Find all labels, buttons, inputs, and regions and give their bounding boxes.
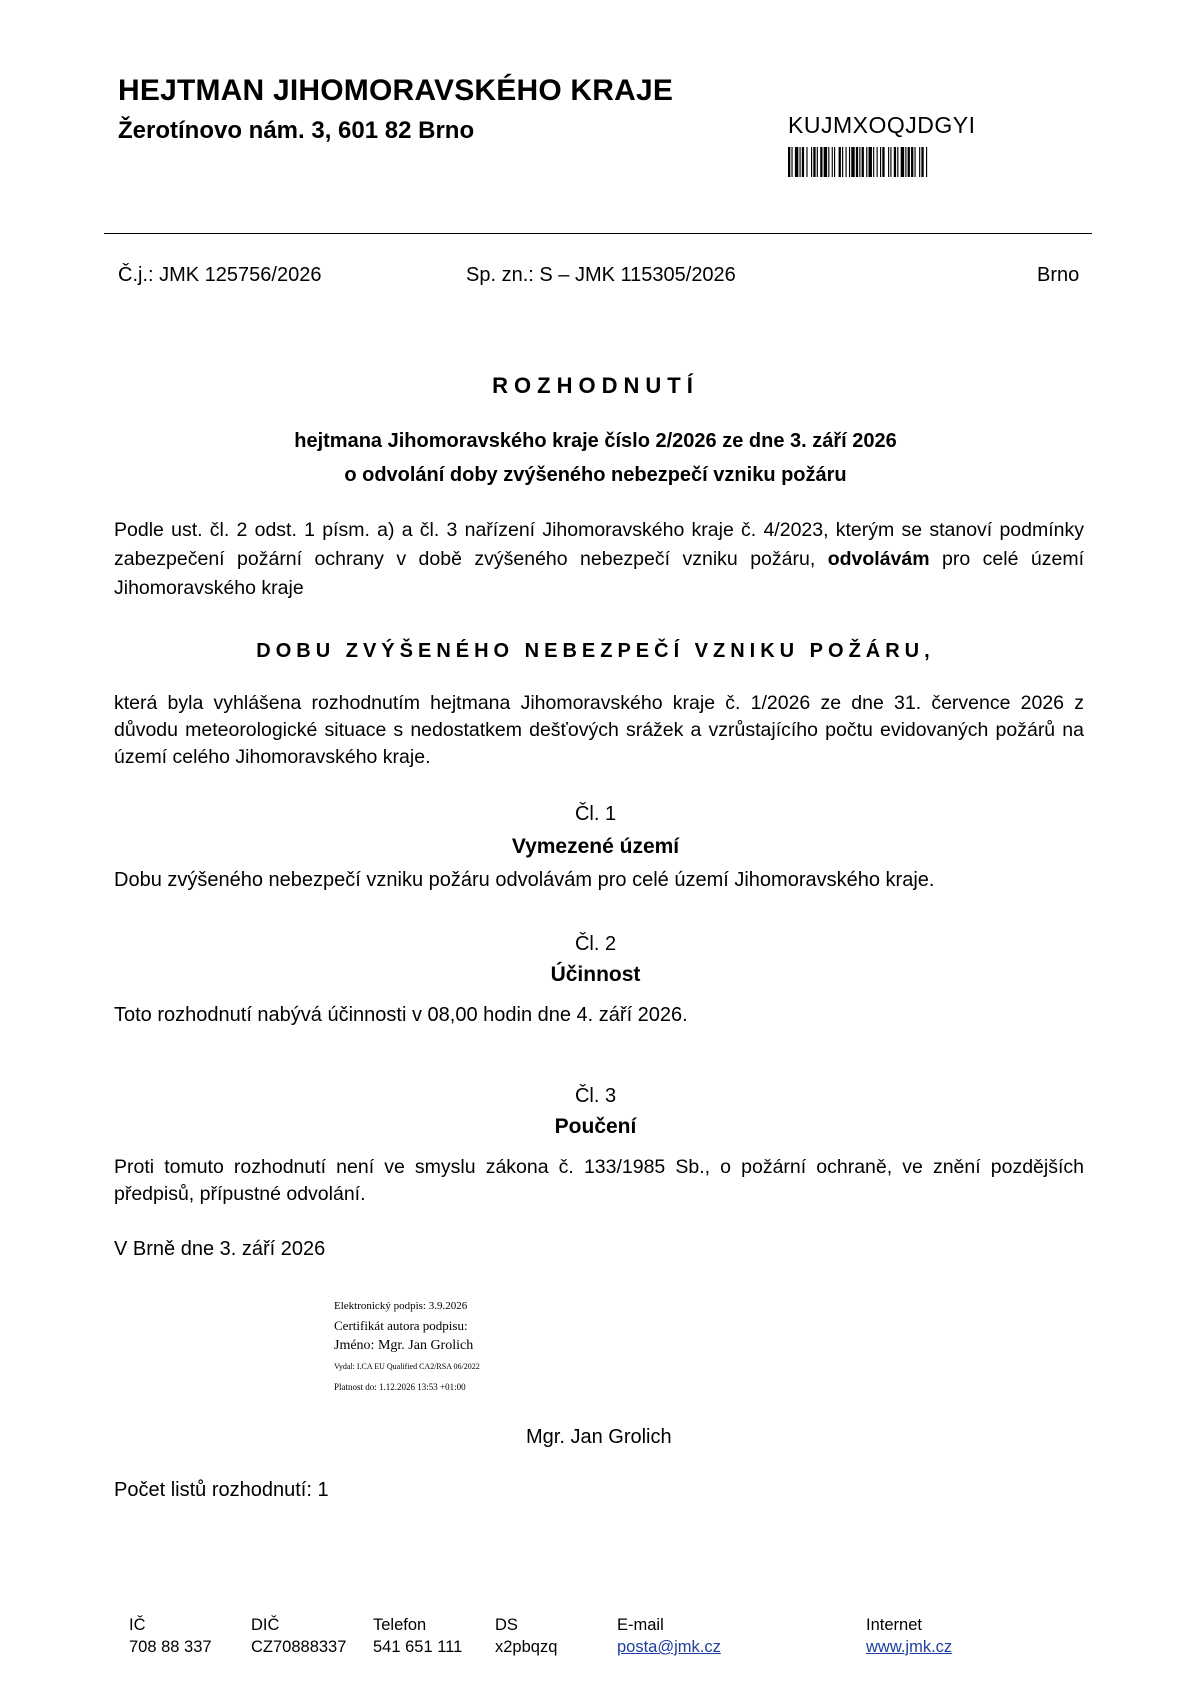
- document-subtitle-1: hejtmana Jihomoravského kraje číslo 2/2026 ze dne 3. září 2026: [294, 430, 897, 452]
- signature-date: Elektronický podpis: 3.9.2026: [334, 1300, 468, 1312]
- intro-paragraph: Podle ust. čl. 2 odst. 1 písm. a) a čl. 3 nařízení Jihomoravského kraje č. 4/2023, kterým se stanoví podmínky zabezpečení požární ochrany v době zvýšeného nebezpečí vzniku požáru, odvolávám pro celé území Jihomoravského kraje: [114, 519, 1085, 599]
- signer-name: Mgr. Jan Grolich: [526, 1426, 672, 1448]
- place: Brno: [1037, 264, 1080, 286]
- article-3-number: Čl. 3: [574, 1085, 617, 1107]
- document-subtitle-2: o odvolání doby zvýšeného nebezpečí vzniku požáru: [344, 464, 847, 486]
- file-number: Sp. zn.: S – JMK 115305/2026: [466, 264, 736, 286]
- declaration-paragraph: která byla vyhlášena rozhodnutím hejtmana Jihomoravského kraje č. 1/2026 ze dne 31. července 2026 z důvodu meteorologické situace s nedostatkem dešťových srážek a vzrůstajícího počtu evidovaných požárů na území celého Jihomoravského kraje.: [114, 692, 1084, 768]
- footer-ds: DS x2pbqzq: [495, 1616, 558, 1656]
- authority-address: Žerotínovo nám. 3, 601 82 Brno: [118, 117, 475, 144]
- footer-dic: DIČ CZ70888337: [251, 1616, 347, 1656]
- signature-validity: Platnost do: 1.12.2026 13:53 +01:00: [334, 1382, 466, 1392]
- signature-issuer: Vydal: I.CA EU Qualified CA2/RSA 06/2022: [334, 1362, 480, 1371]
- document-title: ROZHODNUTÍ: [492, 373, 699, 398]
- article-3-title: Poučení: [554, 1115, 637, 1138]
- barcode-image: [788, 147, 1012, 177]
- header-divider: [104, 233, 1092, 234]
- article-1-number: Čl. 1: [574, 803, 617, 825]
- article-1-text: Dobu zvýšeného nebezpečí vzniku požáru odvolávám pro celé území Jihomoravského kraje.: [114, 869, 935, 891]
- barcode-code: KUJMXOQJDGYI: [788, 112, 976, 138]
- signature-name: Jméno: Mgr. Jan Grolich: [334, 1338, 474, 1353]
- email-link[interactable]: posta@jmk.cz: [617, 1638, 721, 1656]
- footer-ic: IČ 708 88 337: [129, 1616, 212, 1656]
- footer-phone: Telefon 541 651 111: [373, 1616, 463, 1656]
- article-1-title: Vymezené území: [511, 835, 680, 858]
- reference-number: Č.j.: JMK 125756/2026: [118, 264, 322, 286]
- signature-cert-label: Certifikát autora podpisu:: [334, 1318, 468, 1333]
- article-2-number: Čl. 2: [574, 933, 617, 955]
- sheet-count: Počet listů rozhodnutí: 1: [114, 1479, 329, 1501]
- intro-bold-word: odvolávám: [827, 548, 930, 570]
- footer-internet: Internet www.jmk.cz: [866, 1616, 953, 1656]
- article-3-text: Proti tomuto rozhodnutí není ve smyslu zákona č. 133/1985 Sb., o požární ochraně, ve znění pozdějších předpisů, přípustné odvolání.: [114, 1156, 1084, 1205]
- authority-title: HEJTMAN JIHOMORAVSKÉHO KRAJE: [118, 74, 674, 107]
- section-heading: DOBU ZVÝŠENÉHO NEBEZPEČÍ VZNIKU POŽÁRU,: [256, 640, 935, 662]
- article-2-title: Účinnost: [550, 963, 641, 986]
- website-link[interactable]: www.jmk.cz: [866, 1638, 953, 1656]
- article-2-text: Toto rozhodnutí nabývá účinnosti v 08,00 hodin dne 4. září 2026.: [114, 1004, 688, 1026]
- footer-email: E-mail posta@jmk.cz: [617, 1616, 721, 1656]
- place-and-date: V Brně dne 3. září 2026: [114, 1238, 326, 1260]
